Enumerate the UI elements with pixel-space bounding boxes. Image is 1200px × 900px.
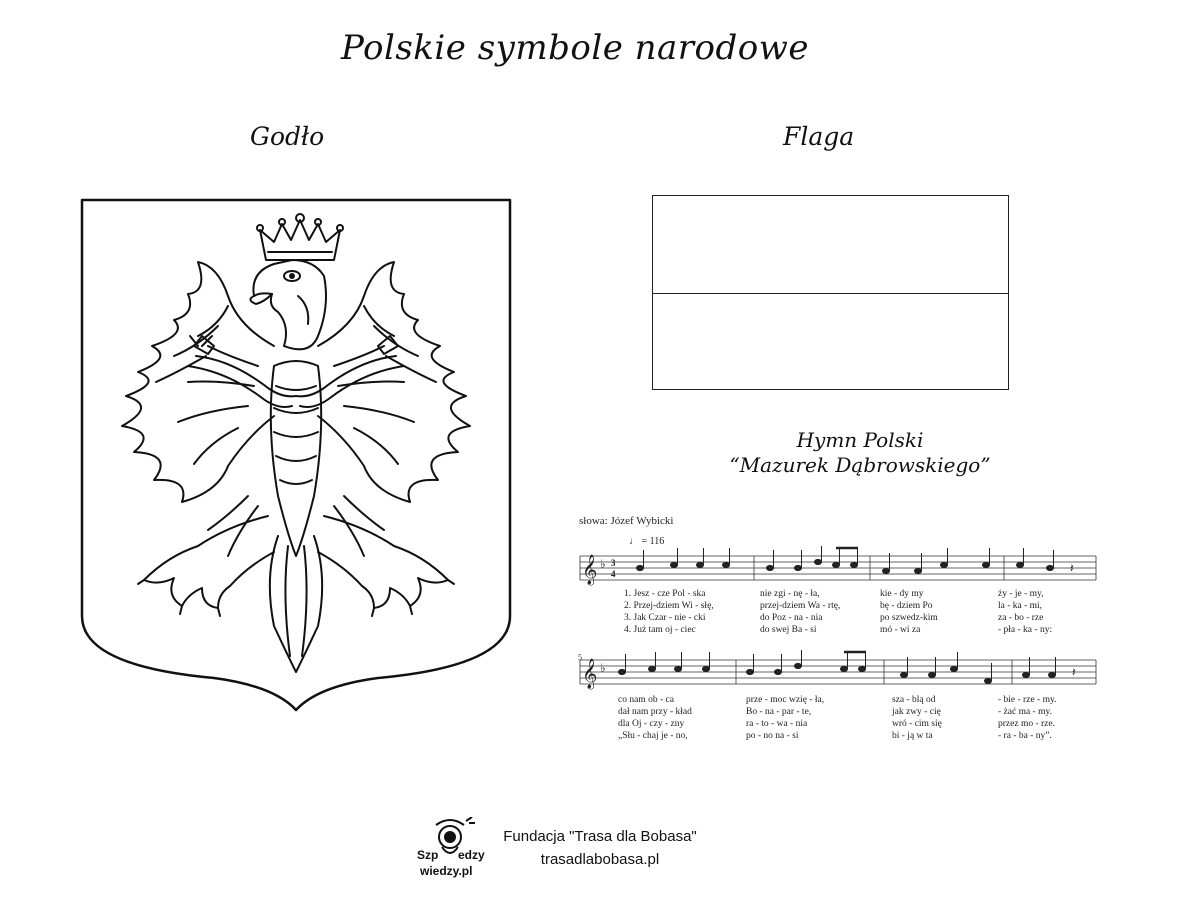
svg-text:bę - dziem Po: bę - dziem Po — [880, 601, 933, 611]
tempo-marking: ♩ = 116 — [629, 536, 665, 547]
logo-text-bottom: wiedzy.pl — [420, 864, 473, 878]
eagle-head — [250, 260, 326, 349]
wing-band-left — [188, 336, 296, 407]
svg-text:- żać ma - my.: - żać ma - my. — [998, 707, 1052, 717]
svg-text:dla Oj - czy - zny: dla Oj - czy - zny — [618, 719, 685, 729]
svg-text:ży - je - my,: ży - je - my, — [998, 589, 1044, 599]
svg-text:„Słu - chaj je - no,: „Słu - chaj je - no, — [618, 731, 688, 741]
svg-text:jak zwy - cię: jak zwy - cię — [892, 707, 941, 717]
svg-text:- pła - ka - ny:: - pła - ka - ny: — [998, 625, 1053, 635]
svg-text:Bo - na - par - te,: Bo - na - par - te, — [746, 707, 812, 717]
svg-text:prze - moc wzię - ła,: prze - moc wzię - ła, — [746, 695, 825, 705]
flat-icon: ♭ — [600, 557, 606, 571]
svg-text:po - no na - si: po - no na - si — [746, 731, 799, 741]
anthem-title: Hymn Polski — [796, 428, 924, 452]
time-signature: 3 — [611, 558, 616, 568]
footer-website: trasadlabobasa.pl — [540, 851, 660, 868]
svg-text:ra - to - wa - nia: ra - to - wa - nia — [746, 719, 808, 729]
svg-text:la - ka - mi,: la - ka - mi, — [998, 601, 1043, 611]
svg-text:bi - ją w ta: bi - ją w ta — [892, 731, 933, 741]
svg-text:- ra - ba - ny”.: - ra - ba - ny”. — [998, 731, 1052, 741]
lyrics-system-2 — [618, 695, 1056, 741]
eagle-body — [271, 361, 321, 556]
crown-icon — [257, 214, 343, 260]
logo-text-right: edzy — [458, 848, 485, 862]
svg-text:2. Przej-dziem Wi - słę,: 2. Przej-dziem Wi - słę, — [624, 601, 714, 611]
flag-label: Flaga — [783, 122, 855, 151]
right-talon — [318, 516, 454, 616]
svg-text:kie - dy my: kie - dy my — [880, 589, 924, 599]
sheet-music — [574, 508, 1104, 748]
rest-icon: 𝄽 — [1070, 561, 1074, 575]
wing-band-right — [296, 336, 404, 407]
logo-text-left: Szp — [417, 848, 439, 862]
staff-system-2 — [580, 660, 1096, 684]
svg-text:za - bo - rze: za - bo - rze — [998, 613, 1044, 623]
svg-text:wró - cim się: wró - cim się — [892, 719, 942, 729]
svg-text:po szwedz-kim: po szwedz-kim — [880, 613, 938, 623]
svg-text:nie zgi - nę - ła,: nie zgi - nę - ła, — [760, 589, 820, 599]
emblem-label: Godło — [250, 122, 325, 151]
right-wing — [318, 262, 470, 502]
svg-text:przez mo - rze.: przez mo - rze. — [998, 719, 1055, 729]
coat-of-arms-eagle — [78, 196, 514, 716]
treble-clef-icon: 𝄞 — [582, 659, 598, 689]
rest-icon: 𝄽 — [1072, 665, 1076, 679]
svg-text:dał nam przy - kład: dał nam przy - kład — [618, 707, 692, 717]
polish-flag — [652, 195, 1009, 390]
left-talon — [138, 516, 274, 616]
svg-text:3. Jak Czar - nie - cki: 3. Jak Czar - nie - cki — [624, 613, 706, 623]
lyricist-credit: słowa: Józef Wybicki — [579, 515, 674, 527]
svg-text:1. Jesz - cze Pol - ska: 1. Jesz - cze Pol - ska — [624, 589, 706, 599]
flag-top-stripe — [653, 196, 1008, 294]
svg-text:4: 4 — [611, 569, 616, 579]
svg-text:4. Już tam oj - ciec: 4. Już tam oj - ciec — [624, 625, 696, 635]
svg-text:do swej Ba - si: do swej Ba - si — [760, 625, 817, 635]
svg-text:mó - wi za: mó - wi za — [880, 625, 921, 635]
lyrics-system-1 — [624, 589, 1052, 635]
svg-text:przej-dziem Wa - rtę,: przej-dziem Wa - rtę, — [760, 601, 841, 611]
svg-text:do Poz - na - nia: do Poz - na - nia — [760, 613, 823, 623]
staff-system-1 — [580, 556, 1096, 580]
page-title: Polskie symbole narodowe — [341, 28, 809, 68]
anthem-subtitle: “Mazurek Dąbrowskiego” — [729, 453, 991, 477]
svg-text:sza - blą od: sza - blą od — [892, 695, 936, 705]
treble-clef-icon: 𝄞 — [582, 555, 598, 585]
footer-organization: Fundacja "Trasa dla Bobasa" — [503, 828, 697, 845]
svg-text:- bie - rze - my.: - bie - rze - my. — [998, 695, 1057, 705]
measure-number: 5 — [578, 653, 582, 662]
shield-outline — [82, 200, 510, 710]
svg-text:co nam ob - ca: co nam ob - ca — [618, 695, 674, 705]
flat-icon: ♭ — [600, 661, 606, 675]
